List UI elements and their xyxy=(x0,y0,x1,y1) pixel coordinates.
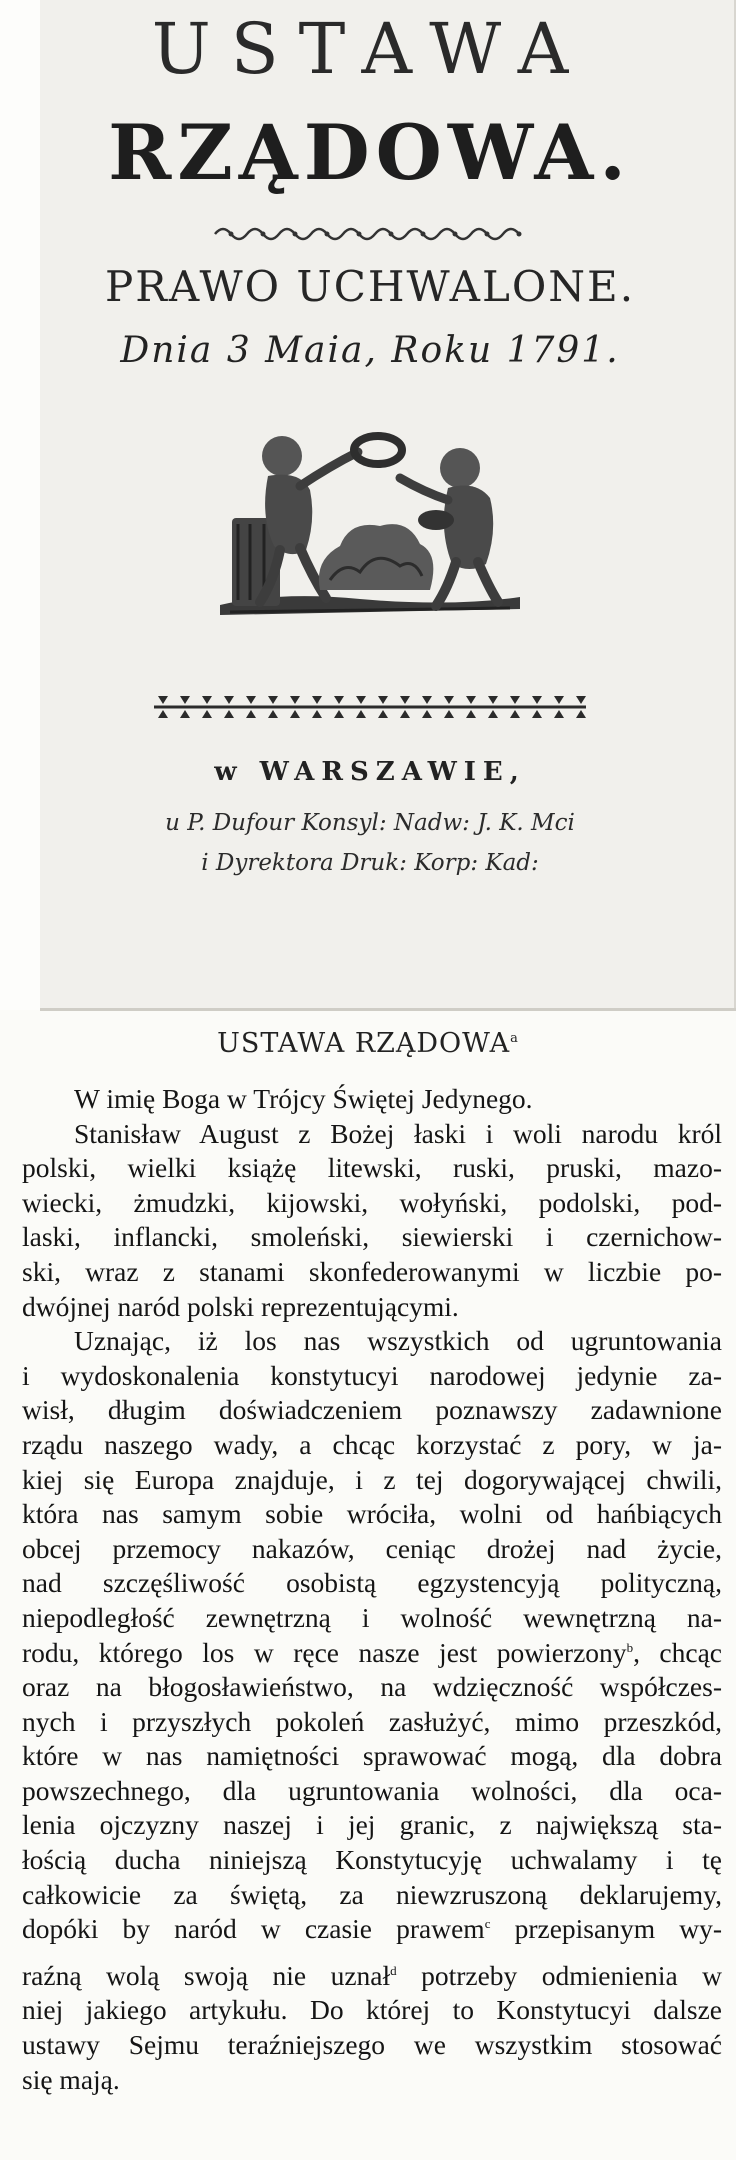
text-line: się mają. xyxy=(22,2063,120,2095)
text-line: ustawy Sejmu teraźniejszego we wszystkim stosować xyxy=(22,2029,722,2061)
page-divider xyxy=(40,1008,736,1011)
footnote-mark-b: b xyxy=(626,1639,634,1655)
ornament-divider-top xyxy=(40,224,700,248)
text-line: ski, wraz z stanami skonfederowanymi w liczbie po- xyxy=(22,1255,722,1287)
title-line-1: USTAWA xyxy=(151,8,589,90)
text-line: powszechnego, dla ugruntowania wolności, dla oca- xyxy=(22,1774,722,1806)
text-line: nad szczęśliwość osobistą egzystencyją polityczną, xyxy=(22,1567,722,1599)
text-line: polski, wielki książę litewski, ruski, pruski, mazo- xyxy=(22,1152,722,1184)
text-line: dopóki by naród w czasie prawem$^c$ przepisanym wy- xyxy=(22,1913,722,1945)
text-line: W imię Boga w Trójcy Świętej Jedynego. xyxy=(74,1083,533,1114)
text-line: obcej przemocy nakazów, ceniąc drożej nad życie, xyxy=(22,1532,722,1564)
text-line: dwójnej naród polski reprezentującymi. xyxy=(22,1290,459,1322)
ornament-divider-bottom xyxy=(40,690,700,728)
date-line: Dnia 3 Maia, Roku 1791. xyxy=(120,330,620,371)
text-line: która nas samym sobie wróciła, wolni od hańbiących xyxy=(22,1498,722,1530)
text-line: które w nas namiętności sprawować mogą, dla dobra xyxy=(22,1740,722,1772)
printer-line-1: u P. Dufour Konsyl: Nadw: J. K. Mci xyxy=(165,810,575,836)
city-line: w WARSZAWIE, xyxy=(214,757,526,787)
text-line: wiecki, żmudzki, kijowski, wołyński, podolski, pod- xyxy=(22,1186,722,1218)
text-line: Stanisław August z Bożej łaski i woli narodu król xyxy=(74,1117,722,1149)
text-line: niepodległość zewnętrzną i wolność wewnętrzną na- xyxy=(22,1601,722,1633)
text-line: nych i przyszłych pokoleń zasłużyć, mimo przeszkód, xyxy=(22,1705,722,1737)
text-line: wisł, długim doświadczeniem poznawszy zadawnione xyxy=(22,1394,722,1426)
title-line-2: RZĄDOWA. xyxy=(108,108,632,197)
printer-line-2: i Dyrektora Druk: Korp: Kad: xyxy=(201,850,539,876)
text-line: lenia ojczyzny naszej i jej granic, z największą sta- xyxy=(22,1809,722,1841)
text-line: laski, inflancki, smoleński, siewierski i czernichow- xyxy=(22,1221,722,1253)
text-line: rodu, którego los w ręce nasze jest powierzony$^b$, chcąc xyxy=(22,1636,723,1668)
text-line: kiej się Europa znajduje, i z tej dogorywającej chwili, xyxy=(22,1463,722,1495)
text-line: niej jakiego artykułu. Do której to Konstytucyi dalsze xyxy=(22,1994,722,2026)
document-body xyxy=(22,1082,722,2097)
text-line: Uznając, iż los nas wszystkich od ugruntowania xyxy=(74,1325,722,1357)
footnote-mark-c: c xyxy=(484,1916,491,1932)
text-line: i wydoskonalenia konstytucyi narodowej jedynie za- xyxy=(22,1359,722,1391)
text-line: oraz na błogosławieństwo, na wdzięczność współczes- xyxy=(22,1671,722,1703)
cherubs-vignette-image xyxy=(210,420,530,630)
text-line: raźną wolą swoją nie uznał$^d$ potrzeby odmienienia w xyxy=(22,1959,722,1991)
document-heading: USTAWA RZĄDOWA$^a$ xyxy=(217,1028,519,1059)
subtitle: PRAWO UCHWALONE. xyxy=(104,262,636,311)
heading-footnote-mark: a xyxy=(510,1031,519,1046)
text-line: łością ducha niniejszą Konstytucyję uchwalamy i tę xyxy=(22,1844,722,1876)
footnote-mark-d: d xyxy=(390,1962,397,1978)
text-line: całkowicie za świętą, za niewzruszoną deklarujemy, xyxy=(22,1878,722,1910)
text-line: rządu naszego wady, a chcąc korzystać z pory, w ja- xyxy=(22,1428,722,1460)
